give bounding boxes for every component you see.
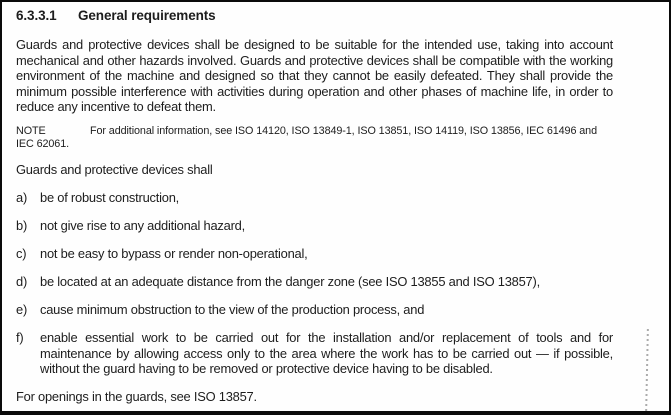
list-item-marker: f): [16, 330, 24, 345]
note-paragraph: [16, 125, 613, 152]
section-title: General requirements: [78, 8, 216, 23]
list-item-text: not give rise to any additional hazard,: [40, 218, 245, 233]
list-item-text: cause minimum obstruction to the view of the production process, and: [40, 302, 425, 317]
intro-paragraph: Guards and protective devices shall be designed to be suitable for the intended use, taking into account mechanical and other hazards involved. Guards and protective devices shall be compatible with the working environment of the machine and designed so that they cannot be easily defeated. They shall provide the minimum possible interference with activities during operation and other phases of machine life, in order to reduce any incentive to defeat them.: [16, 37, 613, 114]
requirements-list: [16, 190, 613, 377]
list-intro: Guards and protective devices shall: [16, 161, 213, 177]
list-item: [16, 302, 613, 318]
list-item-marker: c): [16, 246, 27, 261]
section-number: 6.3.3.1: [16, 8, 57, 23]
list-item: [16, 274, 613, 290]
list-item-text: not be easy to bypass or render non-operational,: [40, 246, 308, 261]
list-item-marker: b): [16, 218, 28, 233]
list-item-text: be of robust construction,: [40, 190, 180, 205]
list-item: [16, 246, 613, 262]
closing-paragraph: For openings in the guards, see ISO 13857.: [16, 389, 257, 404]
document-content: [2, 2, 669, 405]
list-item-text: be located at an adequate distance from the danger zone (see ISO 13855 and ISO 13857),: [40, 274, 540, 289]
list-item: [16, 190, 613, 206]
list-item-text: enable essential work to be carried out for the installation and/or replacement of tools and for maintenance by allowing access only to the area where the work has to be carried out — if possible, without the guard having to be removed or protective device having to be disabled.: [40, 330, 613, 376]
note-label: NOTE: [16, 124, 46, 137]
list-item: [16, 218, 613, 234]
list-item-marker: d): [16, 274, 28, 289]
list-item: [16, 330, 613, 377]
section-heading: [16, 8, 613, 24]
list-item-marker: a): [16, 190, 28, 205]
note-text: For additional information, see ISO 14120, ISO 13849-1, ISO 13851, ISO 14119, ISO 13856, IEC 61496 and IEC 62061.: [16, 124, 597, 150]
list-item-marker: e): [16, 302, 28, 317]
